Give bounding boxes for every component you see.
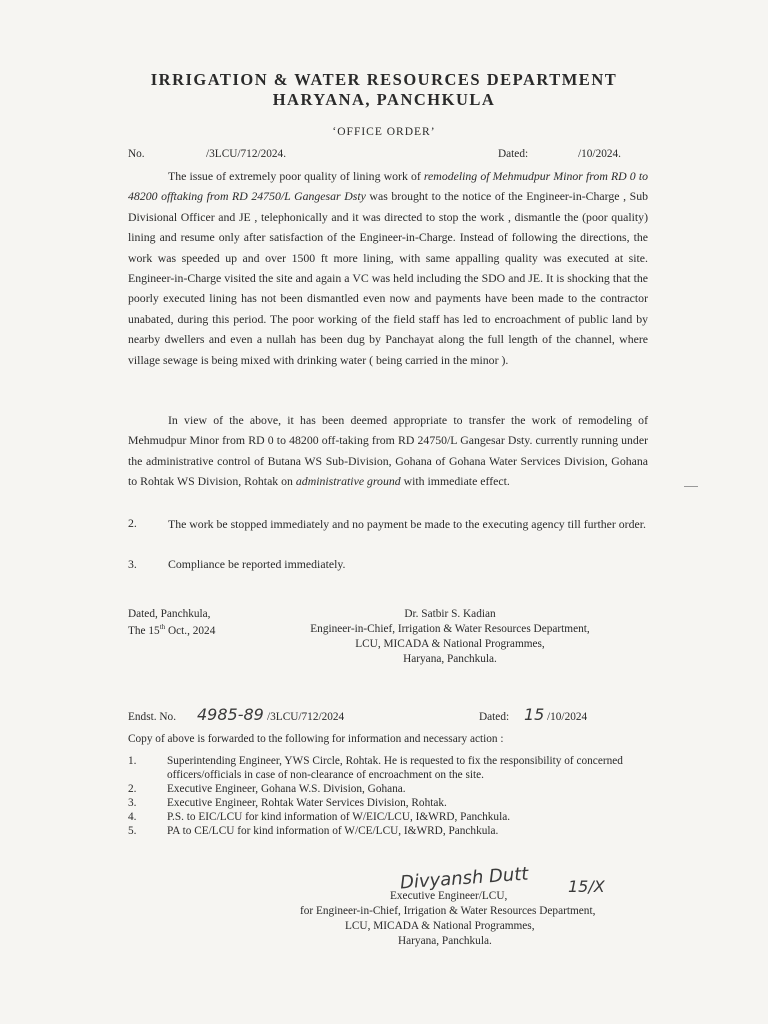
for-eic-line: for Engineer-in-Chief, Irrigation & Water Resources Department, (300, 905, 596, 917)
endst-dated-value: /10/2024 (547, 711, 588, 723)
order-no-value: /3LCU/712/2024. (206, 148, 287, 160)
order-item-2-number: 2. (128, 516, 137, 530)
copy-item-1-number: 1. (128, 755, 137, 767)
signatory-designation: Engineer-in-Chief, Irrigation & Water Resources Department, (310, 623, 590, 635)
paragraph-1-body: was brought to the notice of the Engineer-in-Charge , Sub Divisional Officer and JE , telephonically and it was directed to stop the work , dismantle the (poor quality) lining and resume only after satisfaction of the Engineer-in-Charge. Instead of following the directions, the work was speeded up and over 1500 ft more lining, with same appalling quality was executed at site. Engineer-in-Charge visited the site and again a VC was held including the SDO and JE. It is shocking that the poorly executed lining has not been dismantled even now and payments have been made to the contractor unabated, during this period. The poor working of the field staff has led to encroachment of public land by nearby dwellers and even a nullah has been dug by Panchayat along the full length of the channel, where village sewage is being mixed with drinking water ( being carried in the minor ). (128, 189, 648, 367)
department-heading: IRRIGATION & WATER RESOURCES DEPARTMENT (150, 70, 618, 89)
copy-item-5-text: PA to CE/LCU for kind information of W/CE/LCU, I&WRD, Panchkula. (167, 825, 499, 837)
paragraph-2-ground: administrative ground (295, 474, 401, 489)
copy-item-4-text: P.S. to EIC/LCU for kind information of W/EIC/LCU, I&WRD, Panchkula. (167, 811, 511, 823)
paragraph-1 (128, 166, 648, 370)
paragraph-1-work-name: remodeling of Mehmudpur Minor from RD 0 to 48200 offtaking from RD 24750/L Gangesar Dsty (128, 169, 648, 204)
order-dated-value: /10/2024. (578, 148, 621, 160)
paragraph-2-tail: with immediate effect. (400, 474, 510, 489)
paragraph-2-lead: In view of the above, it has been deemed appropriate to transfer the work of remodeling of Mehmudpur Minor from RD 0 to 48200 off-taking from RD 24750/L Gangesar Dsty. currently running under the administrative control of Butana WS Sub-Division, Gohana of Gohana Water Services Division, Gohana to Rohtak WS Division, Rohtak on (128, 413, 648, 489)
copy-forward-line: Copy of above is forwarded to the following for information and necessary action : (128, 733, 504, 745)
endst-label: Endst. No. (128, 711, 177, 723)
signatory-line-3: Haryana, Panchkula. (403, 653, 497, 665)
office-order-title: ‘OFFICE ORDER’ (332, 126, 436, 138)
copy-item-4-number: 4. (128, 811, 137, 823)
paragraph-1-lead: The issue of extremely poor quality of lining work of (168, 169, 424, 183)
copy-item-3-text: Executive Engineer, Rohtak Water Services Division, Rohtak. (167, 797, 447, 809)
endst-handwritten-day: 15 (524, 705, 545, 724)
copy-item-2-number: 2. (128, 783, 137, 795)
order-dated-label: Dated: (498, 148, 529, 160)
signatory-name: Dr. Satbir S. Kadian (404, 608, 496, 620)
endst-dated-label: Dated: (479, 711, 510, 723)
signatory-line-2: LCU, MICADA & National Programmes, (355, 638, 545, 650)
paragraph-2 (128, 410, 648, 492)
margin-mark (684, 486, 698, 487)
order-item-3-number: 3. (128, 557, 137, 571)
order-no-label: No. (128, 148, 145, 160)
endst-value: /3LCU/712/2024 (267, 711, 345, 723)
copy-item-2-text: Executive Engineer, Gohana W.S. Division, Gohana. (167, 783, 406, 795)
handwritten-initial: 15/X (568, 877, 605, 896)
endst-handwritten-number: 4985-89 (197, 705, 264, 724)
micada-line: LCU, MICADA & National Programmes, (345, 920, 535, 932)
copy-item-5-number: 5. (128, 825, 137, 837)
order-item-3-text: Compliance be reported immediately. (168, 557, 346, 571)
copy-item-1-text: Superintending Engineer, YWS Circle, Rohtak. He is requested to fix the responsibility of concerned officers/officials in case of non-clearance of encroachment on the site. (167, 755, 623, 781)
issue-date: The 15th Oct., 2024 (128, 623, 216, 637)
order-item-2-text: The work be stopped immediately and no payment be made to the executing agency till further order. (168, 517, 646, 531)
handwritten-signature: Divyansh Dutt (399, 863, 530, 894)
executive-engineer-line: Executive Engineer/LCU, (390, 890, 508, 902)
copy-item-3-number: 3. (128, 797, 137, 809)
panchkula-line: Haryana, Panchkula. (398, 935, 492, 947)
issue-place: Dated, Panchkula, (128, 608, 211, 620)
location-heading: HARYANA, PANCHKULA (272, 90, 496, 109)
